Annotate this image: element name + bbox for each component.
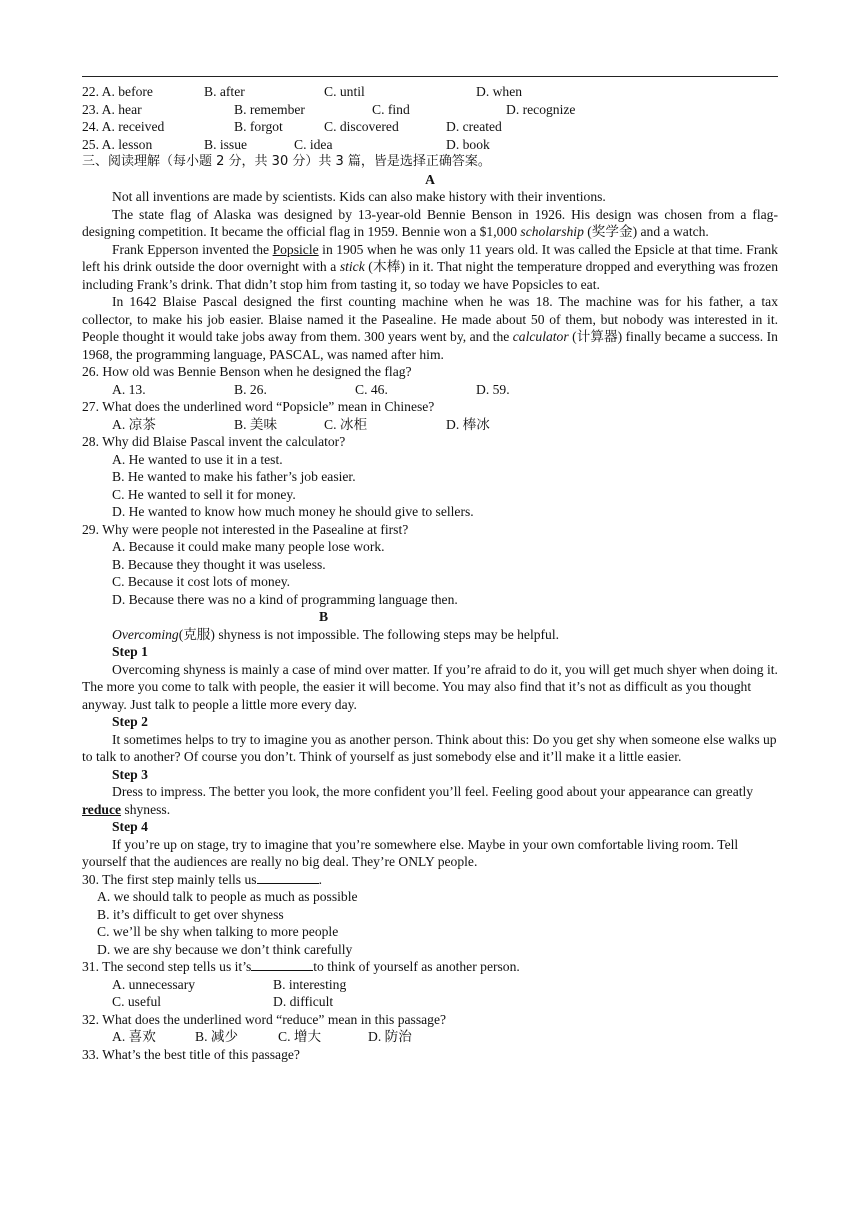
step-4-heading: Step 4 (112, 819, 148, 834)
italic-word: stick (339, 259, 365, 274)
option-c: C. we’ll be shy when talking to more people (97, 924, 339, 939)
option-a: A. 喜欢 (112, 1029, 156, 1044)
option-c: C. Because it cost lots of money. (112, 574, 291, 589)
answer-blank (251, 958, 313, 971)
option-c: C. 46. (355, 381, 388, 397)
step-2-heading: Step 2 (112, 714, 148, 729)
header-rule (82, 76, 778, 77)
option-d: D. He wanted to know how much money he should give to sellers. (112, 504, 474, 519)
text-run: The state flag of Alaska was designed by 13-year-old Bennie Benson in 1926. His design was chosen from a flag-designing competition. It became the official flag in 1959. Bennie won a $1,000 (82, 206, 778, 239)
passage-a-paragraph-1: Not all inventions are made by scientists. Kids can also make history with their inventions. (112, 189, 606, 204)
option-d: D. difficult (273, 994, 334, 1009)
option-b: B. issue (204, 136, 248, 152)
option-d: D. we are shy because we don’t think carefully (97, 941, 353, 957)
text-run: (克服) shyness is not impossible. The following steps may be helpful. (178, 626, 560, 642)
question-30 (82, 871, 778, 889)
option-a: A. we should talk to people as much as possible (97, 889, 358, 904)
option-d: D. 棒冰 (446, 416, 490, 432)
text-run: In 1642 Blaise Pascal designed the first counting machine when he was 18. The machine was for his father, a tax collector, to make his job easier. Blaise named it the Pasealine. He made about 50 of them, but nobody was interested in it. People thought it would take jobs away from them. 300 years went by, and the (82, 294, 778, 344)
question-32-options (82, 1028, 778, 1046)
option-b: B. 26. (234, 381, 267, 397)
passage-a-label: A (425, 171, 435, 187)
exam-page (82, 83, 778, 1063)
option-a: 22. A. before (82, 84, 153, 99)
question-31-options-row-2 (82, 993, 778, 1011)
option-a: 25. A. lesson (82, 136, 153, 152)
text-run: (木棒) in it. That night the temperature dropped and everything was frozen including Frank’s drink. That didn’t stop him from tasting it, so today we have Popsicles to eat. (82, 259, 778, 292)
option-c: C. He wanted to sell it for money. (112, 486, 296, 502)
option-c: C. find (372, 101, 410, 117)
option-d: D. Because there was no a kind of programming language then. (112, 591, 458, 607)
text-run: 31. The second step tells us it’s (82, 959, 252, 974)
option-b: B. it’s difficult to get over shyness (97, 906, 284, 922)
text-run: to think of yourself as another person. (313, 959, 520, 974)
cloze-row-24 (82, 118, 778, 136)
option-b: B. He wanted to make his father’s job easier. (112, 469, 356, 484)
option-b: B. after (204, 84, 245, 99)
step-2-text: It sometimes helps to try to imagine you as another person. Think about this: Do you get shy when someone else walks up to talk to another? Of course you don’t. Think of yourself as just somebody else and it’ll make it a little easier. (82, 731, 777, 764)
option-d: D. 59. (476, 381, 510, 397)
option-d: D. created (446, 119, 502, 134)
option-a: A. 13. (112, 381, 146, 397)
passage-b-label: B (319, 609, 329, 624)
underlined-word: Popsicle (272, 241, 319, 257)
step-1-heading: Step 1 (112, 644, 148, 659)
option-c: C. discovered (324, 119, 399, 134)
italic-word: Overcoming (112, 626, 179, 642)
step-1-text: Overcoming shyness is mainly a case of mind over matter. If you’re afraid to do it, you will get much shyer when doing it. The more you come to talk with people, the easier it will become. You may also find that it’s not as difficult as you thought anyway. Just talk to people a little more every day. (82, 661, 778, 712)
option-c: C. until (324, 84, 365, 99)
option-d: D. book (446, 136, 490, 152)
answer-blank (257, 871, 319, 884)
step-3-text (82, 783, 778, 818)
question-32: 32. What does the underlined word “reduce” mean in this passage? (82, 1011, 447, 1027)
question-31 (82, 958, 778, 976)
italic-word: scholarship (520, 224, 584, 239)
text-run: . (318, 871, 322, 887)
passage-b-intro (82, 626, 778, 644)
cloze-row-22 (82, 83, 778, 101)
option-b: B. Because they thought it was useless. (112, 556, 326, 572)
option-b: B. interesting (273, 976, 347, 992)
question-29: 29. Why were people not interested in the Pasealine at first? (82, 521, 409, 537)
option-c: C. idea (294, 136, 333, 152)
question-28: 28. Why did Blaise Pascal invent the calculator? (82, 434, 346, 449)
italic-word: calculator (512, 329, 569, 344)
section-heading: 三、阅读理解（每小题 2 分，共 30 分）共 3 篇，皆是选择正确答案。 (82, 154, 491, 169)
option-d: D. recognize (506, 101, 576, 117)
passage-a-paragraph-4 (82, 293, 778, 363)
question-26-options (82, 381, 778, 399)
question-31-options-row-1 (82, 976, 778, 994)
text-run: (奖学金) and a watch. (583, 224, 709, 239)
option-d: D. 防治 (368, 1029, 412, 1044)
text-run: Frank Epperson invented the (112, 241, 273, 257)
text-run: (计算器) finally became a success. In 1968, the programming language, PASCAL, was named after him. (82, 329, 778, 362)
text-run: Dress to impress. The better you look, the more confident you’ll feel. Feeling good about your appearance can greatly (112, 784, 754, 799)
option-c: C. useful (112, 994, 162, 1009)
question-27: 27. What does the underlined word “Popsicle” mean in Chinese? (82, 399, 435, 414)
passage-a-paragraph-2 (82, 206, 778, 241)
option-d: D. when (476, 84, 523, 99)
option-a: A. unnecessary (112, 976, 196, 992)
underlined-bold-word: reduce (82, 801, 122, 817)
option-a: A. 凉茶 (112, 416, 156, 432)
cloze-row-25 (82, 136, 778, 154)
option-a: A. He wanted to use it in a test. (112, 451, 283, 467)
cloze-row-23 (82, 101, 778, 119)
option-b: B. 减少 (195, 1029, 239, 1044)
option-c: C. 增大 (278, 1029, 322, 1044)
option-b: B. remember (234, 101, 305, 117)
option-a: 24. A. received (82, 119, 165, 134)
text-run: shyness. (121, 801, 171, 817)
question-33: 33. What’s the best title of this passage? (82, 1046, 300, 1062)
step-4-text: If you’re up on stage, try to imagine that you’re somewhere else. Maybe in your own comfortable living room. Tell yourself that the audiences are really no big deal. They’re ONLY people. (82, 836, 739, 869)
question-27-options (82, 416, 778, 434)
step-3-heading: Step 3 (112, 766, 148, 782)
option-b: B. forgot (234, 119, 283, 134)
text-run: 30. The first step mainly tells us (82, 871, 257, 887)
passage-a-paragraph-3 (82, 241, 778, 294)
question-26: 26. How old was Bennie Benson when he designed the flag? (82, 364, 412, 379)
text-run: in 1905 when he was only 11 years old. It was called the Epsicle at that time. Frank left his drink outside the door overnight with a (82, 241, 778, 274)
option-a: 23. A. hear (82, 101, 142, 117)
option-c: C. 冰柜 (324, 416, 368, 432)
option-b: B. 美味 (234, 416, 278, 432)
option-a: A. Because it could make many people lose work. (112, 539, 385, 554)
